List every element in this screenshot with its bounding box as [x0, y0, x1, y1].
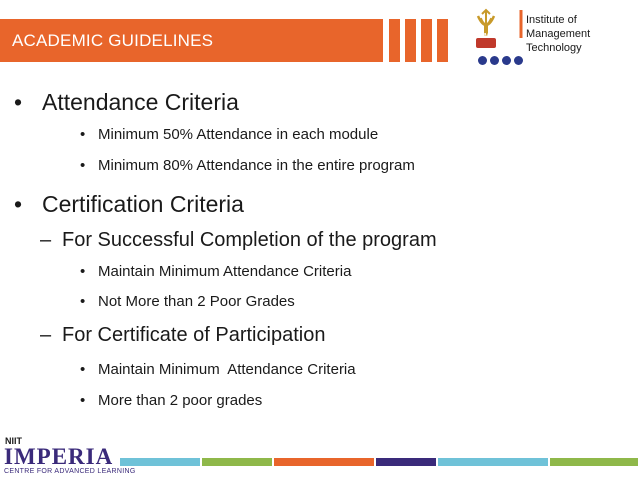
- bullet-text: For Successful Completion of the program: [62, 229, 437, 251]
- bullet-l3: [80, 263, 351, 280]
- header-bar: [0, 19, 383, 62]
- bullet-marker: •: [14, 191, 23, 217]
- bullet-marker: •: [80, 157, 86, 174]
- bullet-marker: –: [40, 324, 52, 346]
- logo-text: [526, 13, 638, 55]
- footer-bar: [376, 458, 436, 466]
- footer-tagline: CENTRE FOR ADVANCED LEARNING: [4, 468, 136, 475]
- bullet-marker: •: [80, 392, 86, 409]
- footer-niit: NIIT: [5, 436, 22, 446]
- dot-icon: [478, 56, 487, 65]
- bullet-text: More than 2 poor grades: [98, 392, 263, 409]
- header-stripe: [389, 19, 400, 62]
- footer-bar: [202, 458, 272, 466]
- bullet-marker: •: [80, 293, 86, 310]
- bullet-text: Not More than 2 Poor Grades: [98, 293, 295, 310]
- bullet-l3: [80, 126, 378, 143]
- bullet-l3: [80, 293, 295, 310]
- header-stripe: [437, 19, 448, 62]
- header-stripe: [405, 19, 416, 62]
- bullet-l2: [40, 324, 325, 347]
- bullet-marker: •: [80, 361, 86, 378]
- slide-title: ACADEMIC GUIDELINES: [12, 30, 214, 50]
- logo-line2: Management Technology: [526, 28, 591, 54]
- bullet-text: Minimum 80% Attendance in the entire program: [98, 157, 415, 174]
- footer-bar: [550, 458, 638, 466]
- dot-icon: [514, 56, 523, 65]
- bullet-l3: [80, 361, 356, 378]
- bullet-l2: [40, 229, 437, 252]
- dot-icon: [502, 56, 511, 65]
- bullet-marker: •: [14, 89, 23, 115]
- bullet-marker: •: [80, 263, 86, 280]
- bullet-marker: •: [80, 126, 86, 143]
- logo-mark-text: IMT: [481, 33, 495, 40]
- footer-brand: IMPERIA: [4, 444, 114, 469]
- bullet-l3: [80, 392, 262, 409]
- bullet-text: Attendance Criteria: [42, 89, 239, 115]
- bullet-l1: [14, 191, 244, 218]
- bullet-text: For Certificate of Participation: [62, 324, 326, 346]
- bullet-text: Maintain Minimum Attendance Criteria: [98, 361, 356, 378]
- footer-bar: [438, 458, 548, 466]
- bullet-text: Maintain Minimum Attendance Criteria: [98, 263, 352, 280]
- dot-icon: [490, 56, 499, 65]
- bullet-text: Certification Criteria: [42, 191, 244, 217]
- logo-dots: [478, 52, 526, 70]
- footer-bar: [120, 458, 200, 466]
- bullet-marker: –: [40, 229, 52, 251]
- logo-line1: Institute of: [526, 14, 577, 26]
- header-stripe: [421, 19, 432, 62]
- footer-bar: [274, 458, 374, 466]
- bullet-l3: [80, 157, 415, 174]
- bullet-l1: [14, 89, 239, 116]
- bullet-text: Minimum 50% Attendance in each module: [98, 126, 379, 143]
